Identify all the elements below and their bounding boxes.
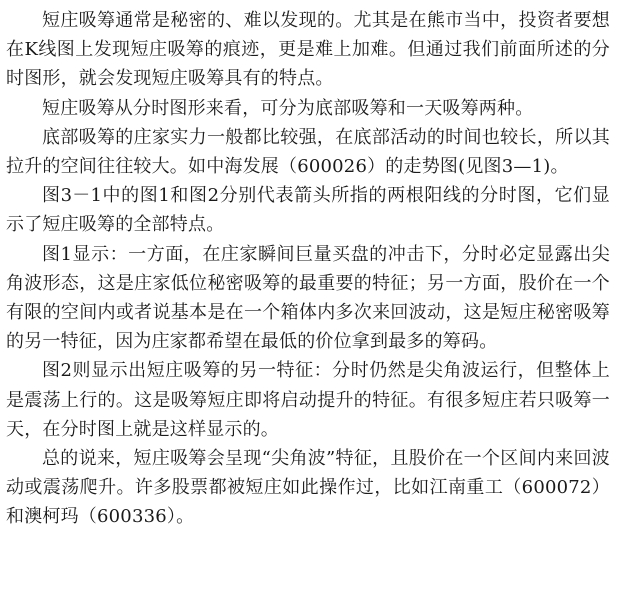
paragraph-1: 短庄吸筹通常是秘密的、难以发现的。尤其是在熊市当中，投资者要想在K线图上发现短庄吸筹的痕迹，更是难上加难。但通过我们前面所述的分时图形，就会发现短庄吸筹具有的特点。 bbox=[6, 10, 610, 90]
paragraph-7: 总的说来，短庄吸筹会呈现“尖角波”特征，且股价在一个区间内来回波动或震荡爬升。许多股票都被短庄如此操作过，比如江南重工（600072）和澳柯玛（600336）。 bbox=[6, 448, 610, 528]
paragraph-4: 图3－1中的图1和图2分别代表箭头所指的两根阳线的分时图，它们显示了短庄吸筹的全部特点。 bbox=[6, 185, 610, 236]
paragraph-3: 底部吸筹的庄家实力一般都比较强，在底部活动的时间也较长，所以其拉升的空间往往较大。如中海发展（600026）的走势图(见图3—1)。 bbox=[6, 126, 610, 178]
paragraph-5: 图1显示：一方面，在庄家瞬间巨量买盘的冲击下，分时必定显露出尖角波形态，这是庄家低位秘密吸筹的最重要的特征；另一方面，股价在一个有限的空间内或者说基本是在一个箱体内多次来回波动，这是短庄秘密吸筹的另一特征，因为庄家都希望在最低的价位拿到最多的筹码。 bbox=[6, 243, 610, 353]
paragraph-2: 短庄吸筹从分时图形来看，可分为底部吸筹和一天吸筹两种。 bbox=[42, 97, 534, 119]
paragraph-6: 图2则显示出短庄吸筹的另一特征：分时仍然是尖角波运行，但整体上是震荡上行的。这是吸筹短庄即将启动提升的特征。有很多短庄若只吸筹一天，在分时图上就是这样显示的。 bbox=[6, 360, 610, 440]
